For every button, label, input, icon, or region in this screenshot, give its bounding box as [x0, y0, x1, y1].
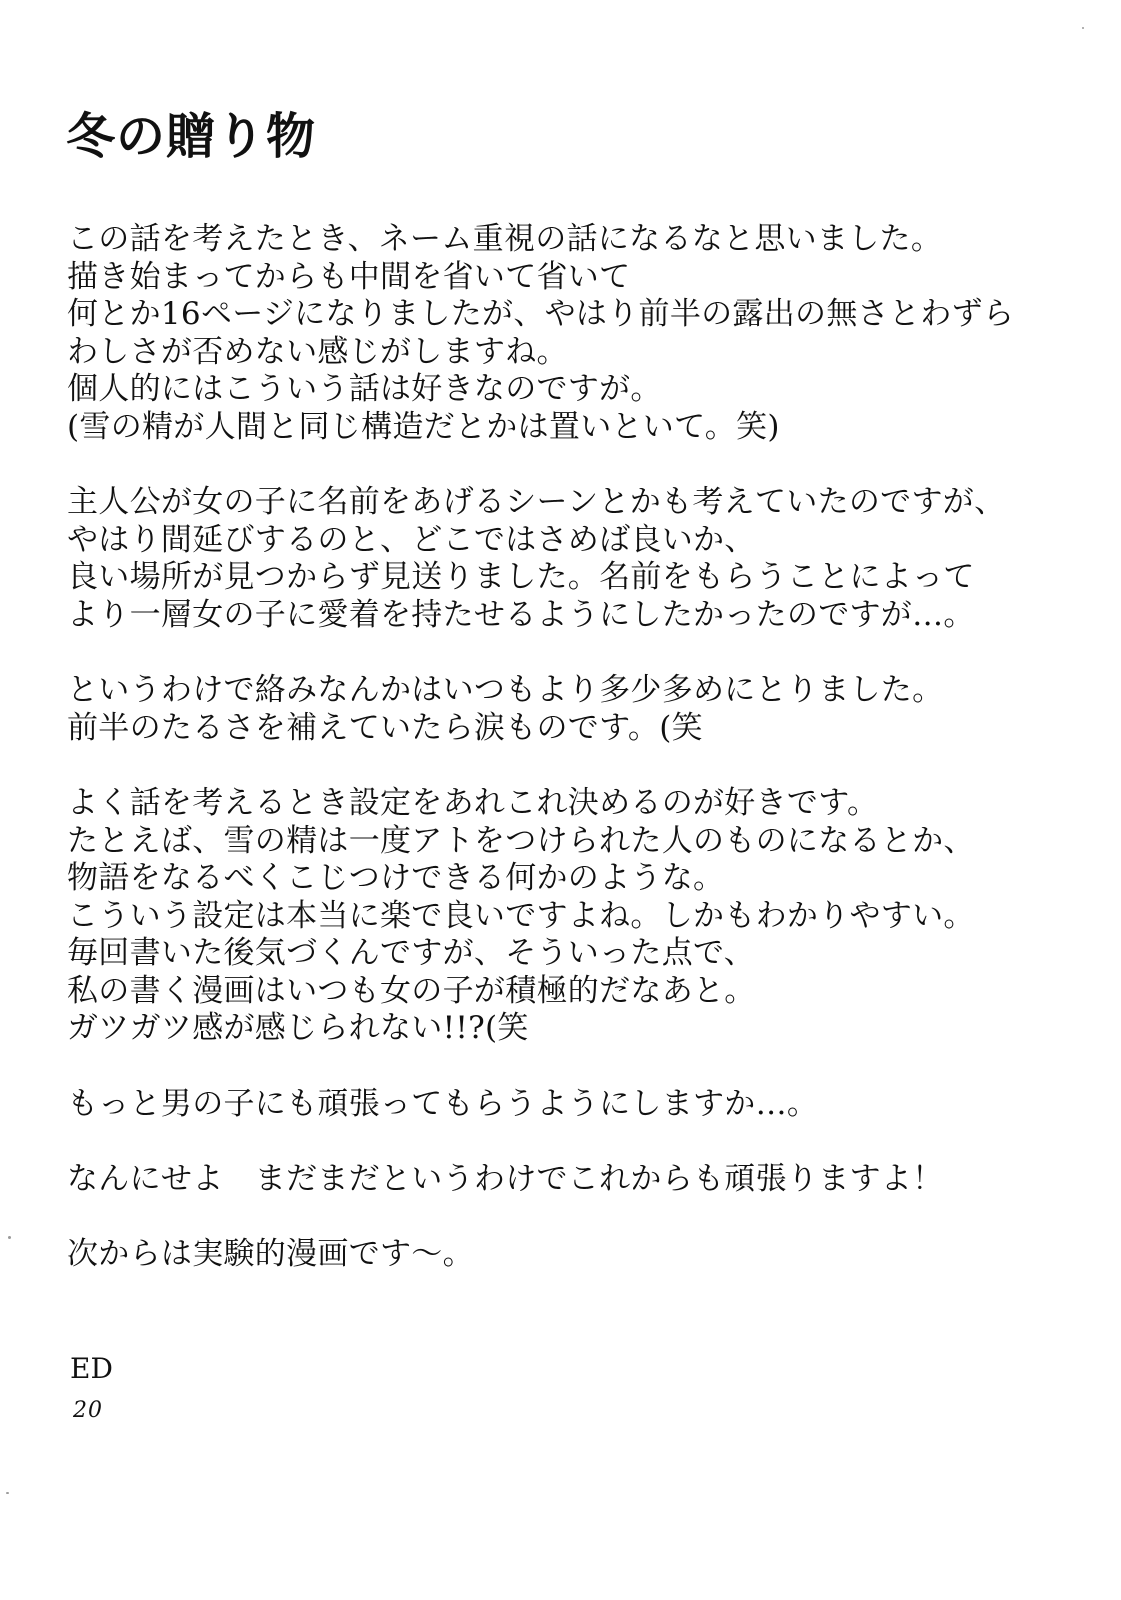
paragraph: [67, 785, 1067, 1048]
text-line: (雪の精が人間と同じ構造だとかは置いといて。笑): [67, 408, 780, 445]
text-line: よく話を考えるとき設定をあれこれ決めるのが好きです。: [67, 784, 879, 821]
text-line: この話を考えたとき、ネーム重視の話になるなと思いました。: [67, 221, 943, 257]
paragraph: [67, 221, 1067, 447]
text-line: 主人公が女の子に名前をあげるシーンとかも考えていたのですが、: [67, 484, 1006, 521]
paragraph-gap: [67, 447, 1067, 485]
text-line: より一層女の子に愛着を持たせるようにしたかったのですが…。: [67, 596, 975, 633]
text-line: 良い場所が見つからず見送りました。名前をもらうことによって: [67, 559, 975, 596]
paragraph-gap: [67, 747, 1067, 785]
text-line: 個人的にはこういう話は好きなのですが。: [67, 371, 662, 408]
paragraph-gap: [67, 1123, 1067, 1161]
paragraph-gap: [67, 1048, 1067, 1086]
paragraph: [67, 1236, 1067, 1274]
text-line: たとえば、雪の精は一度アトをつけられた人のものになるとか、: [67, 822, 975, 859]
afterword-body: [67, 221, 1067, 1274]
paragraph: [67, 484, 1067, 634]
paragraph: [67, 1086, 1067, 1124]
scan-speck: [6, 1492, 9, 1494]
scan-speck: [8, 1236, 11, 1239]
page-title: 冬の贈り物: [66, 107, 317, 165]
text-line: もっと男の子にも頑張ってもらうようにしますか…。: [67, 1085, 819, 1122]
text-line: 毎回書いた後気づくんですが、そういった点で、: [67, 935, 755, 972]
text-line: こういう設定は本当に楽で良いですよね。しかもわかりやすい。: [67, 897, 975, 934]
text-line: やはり間延びするのと、どこではさめば良いか、: [67, 521, 756, 558]
text-line: というわけで絡みなんかはいつもより多少多めにとりました。: [67, 672, 944, 709]
text-line: なんにせよ まだまだというわけでこれからも頑張りますよ！: [67, 1160, 944, 1197]
author-signature: ED: [70, 1352, 113, 1385]
paragraph: [67, 1161, 1067, 1199]
paragraph-gap: [67, 635, 1067, 673]
text-line: 描き始まってからも中間を省いて省いて: [67, 258, 631, 295]
text-line: 前半のたるさを補えていたら涙ものです。(笑: [67, 709, 703, 746]
text-line: ガツガツ感が感じられない!!?(笑: [67, 1010, 529, 1047]
scan-speck: [1082, 27, 1084, 29]
text-line: 物語をなるべくこじつけできる何かのような。: [67, 860, 725, 897]
text-line: 私の書く漫画はいつも女の子が積極的だなあと。: [67, 972, 756, 1009]
paragraph-gap: [67, 1198, 1067, 1236]
text-line: わしさが否めない感じがしますね。: [67, 333, 568, 370]
text-line: 次からは実験的漫画です～。: [67, 1236, 474, 1273]
page-number: 20: [73, 1398, 103, 1423]
paragraph: [67, 672, 1067, 747]
text-line: 何とか16ページになりましたが、やはり前半の露出の無さとわずら: [67, 296, 1015, 333]
